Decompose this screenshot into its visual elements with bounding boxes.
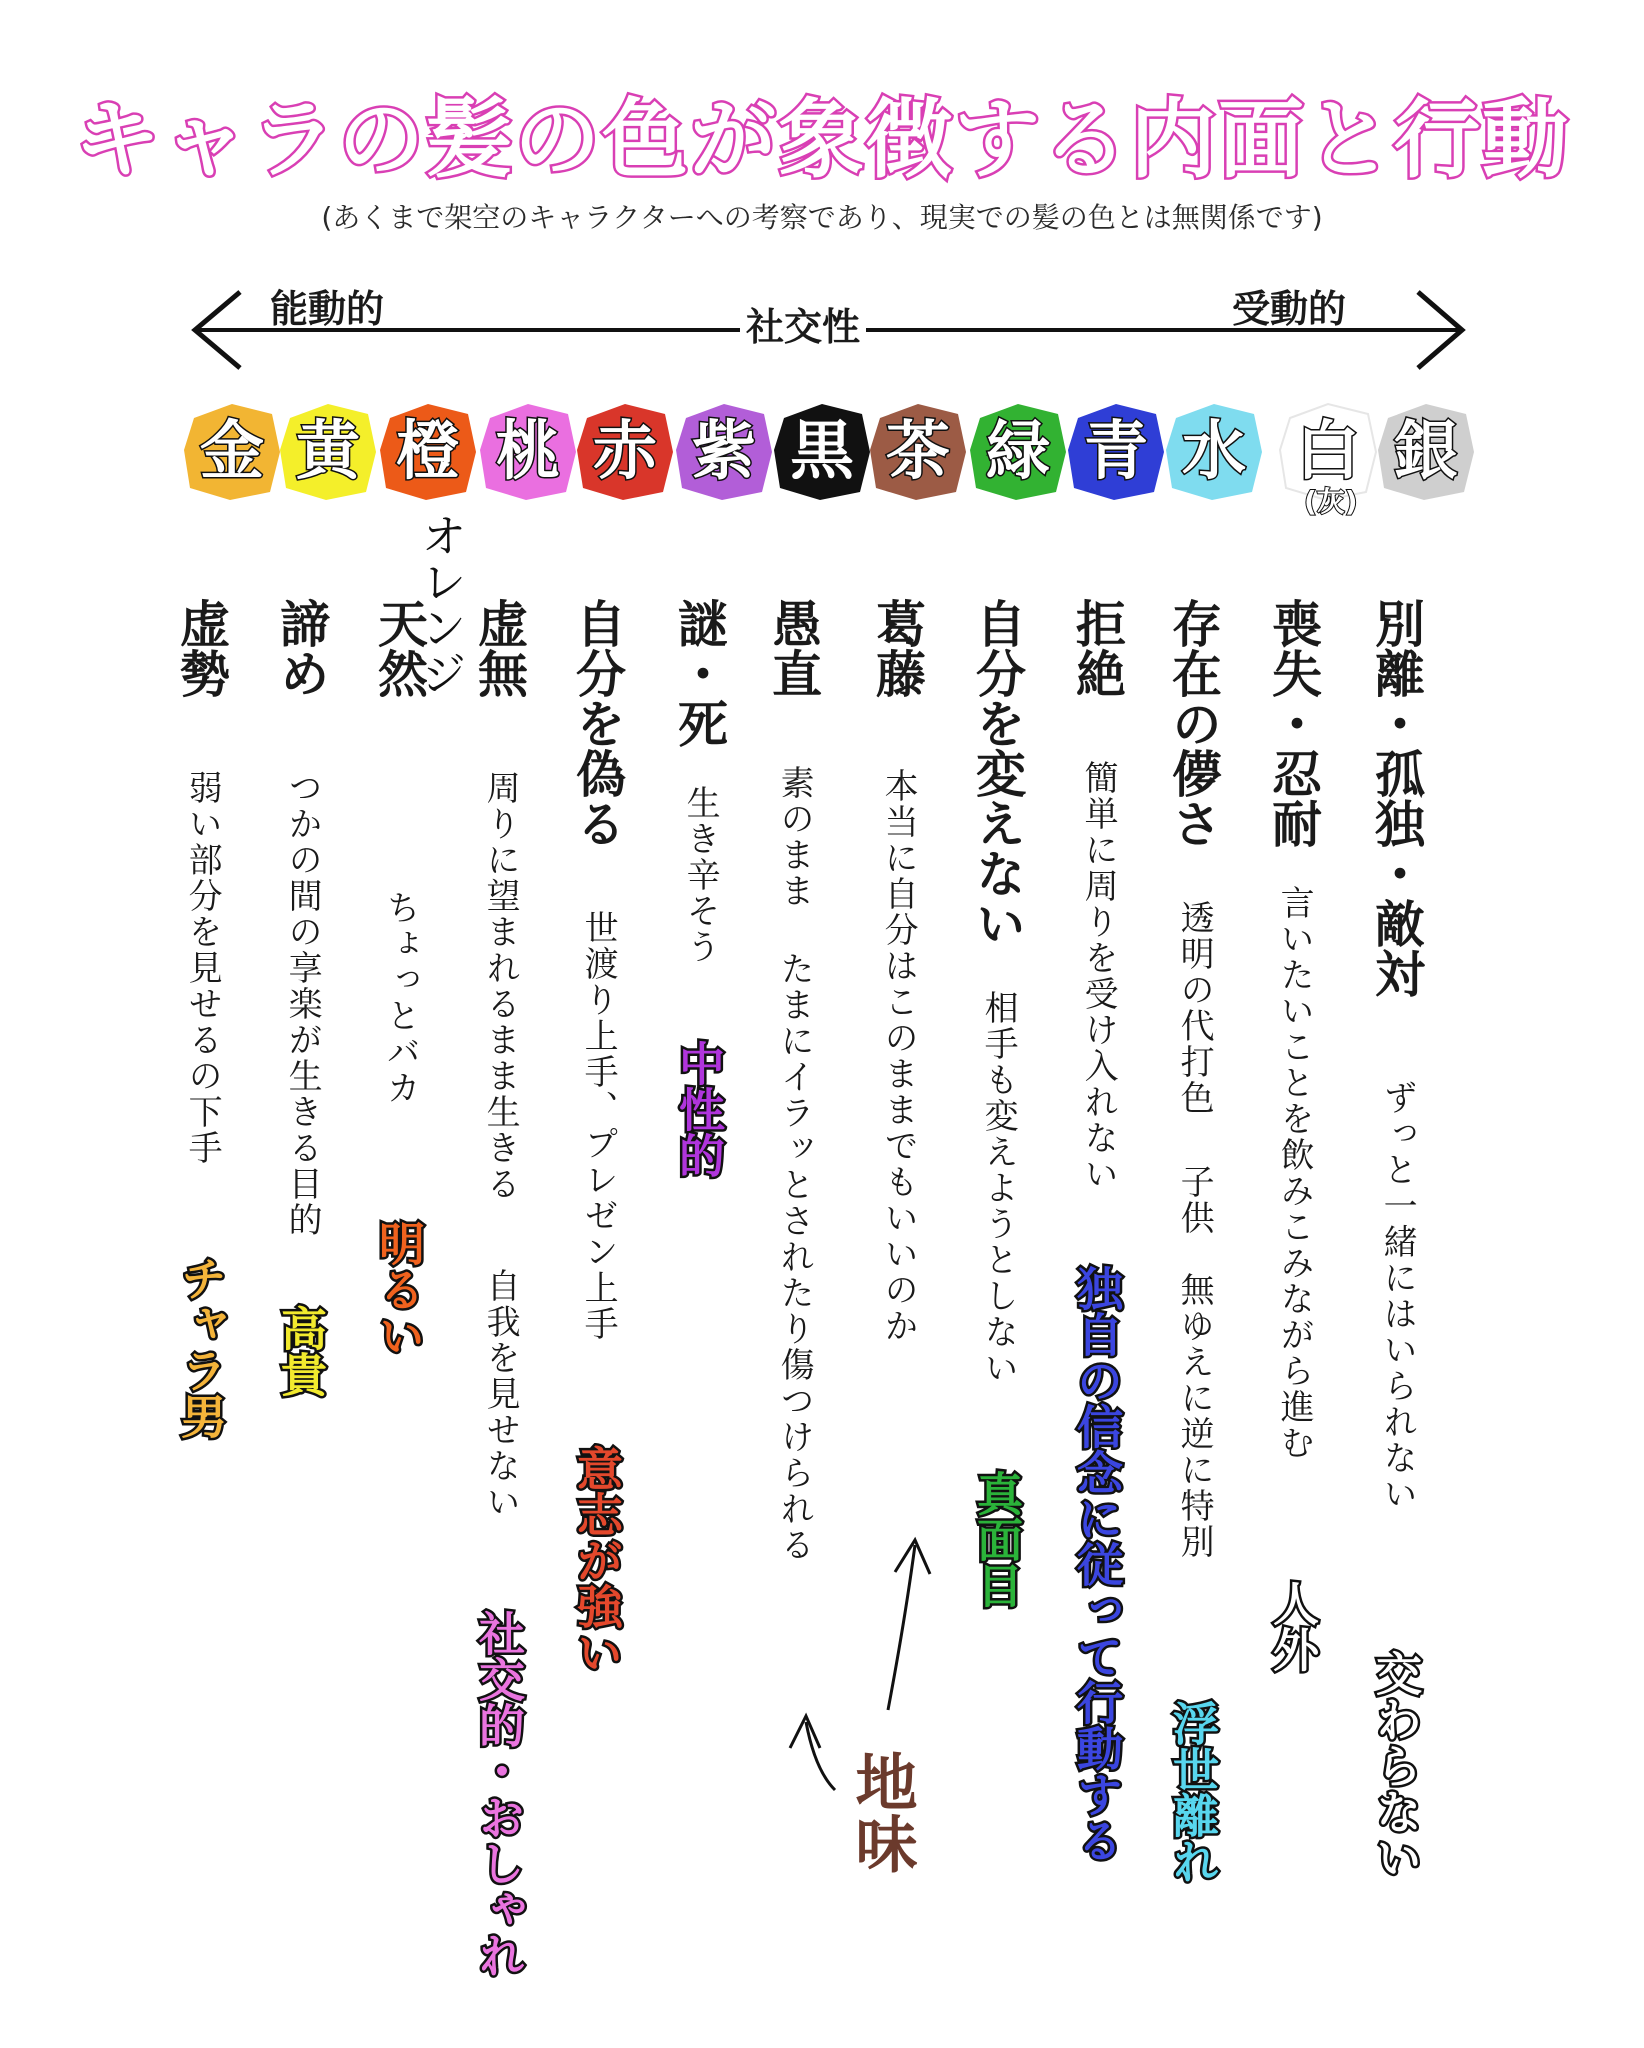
column-body-text: ずっと一緒にはいられない xyxy=(1377,1080,1418,1512)
sociability-axis xyxy=(0,0,1644,420)
axis-label-active: 能動的 xyxy=(270,287,385,331)
column-badge: チャラ男 xyxy=(174,1255,228,1439)
column-heading: 虚勢 xyxy=(172,598,230,698)
chip-label: 紫 xyxy=(692,415,756,489)
column-heading: 存在の儚さ xyxy=(1164,598,1222,848)
column-body-text: 弱い部分を見せるの下手 xyxy=(182,770,223,1166)
column-body-text: 自我を見せない xyxy=(480,1268,521,1520)
arrow-to-kuzufuji xyxy=(888,1545,915,1710)
chip-label: 青 xyxy=(1084,415,1148,489)
column-badge: 交わらない xyxy=(1369,1650,1423,1880)
chip-label: 金 xyxy=(200,415,264,489)
color-chip-6 xyxy=(770,400,874,504)
column-heading: 天然 xyxy=(370,598,428,698)
column-heading: 喪失・忍耐 xyxy=(1264,598,1322,848)
column-heading: 葛藤 xyxy=(868,598,926,698)
color-chip-4 xyxy=(573,400,677,504)
chip-label: 黒 xyxy=(790,415,854,489)
column-body-text: 相手も変えようとしない xyxy=(978,990,1019,1386)
color-chip-0 xyxy=(180,400,284,504)
column-body-text: 子供 xyxy=(1174,1164,1215,1236)
white-chip-sub-label: (灰) xyxy=(1304,485,1358,518)
column-heading: 愚直 xyxy=(764,598,822,698)
column-badge: 真面目 xyxy=(970,1470,1024,1608)
column-badge: 中性的 xyxy=(672,1040,726,1178)
color-chip-9 xyxy=(1064,400,1168,504)
color-chip-1 xyxy=(276,400,380,504)
arrow-to-guchoku xyxy=(806,1722,835,1790)
column-body-text: 素のまま xyxy=(774,765,815,909)
column-badge: 独自の信念に従って行動する xyxy=(1070,1265,1124,1863)
axis-label-passive: 受動的 xyxy=(1232,287,1347,331)
brown-badge-plain: 地味 xyxy=(845,1750,918,1874)
column-badge: 高貴 xyxy=(274,1305,328,1397)
column-heading: 自分を偽る xyxy=(568,598,626,848)
column-badge: 社交的・おしゃれ xyxy=(472,1610,526,1978)
column-heading: 拒絶 xyxy=(1068,598,1126,698)
chip-label: 橙 xyxy=(396,415,460,489)
color-chip-12 xyxy=(1374,400,1478,504)
column-heading: 自分を変えない xyxy=(968,598,1026,948)
color-chip-5 xyxy=(672,400,776,504)
column-body-text: 言いたいことを飲みこみながら進む xyxy=(1274,885,1315,1461)
column-body-text: 無ゆえに逆に特別 xyxy=(1174,1272,1215,1560)
column-badge: 明るい xyxy=(372,1220,426,1358)
orange-reading: オレンジ xyxy=(414,512,468,696)
chip-label: 緑 xyxy=(986,415,1050,489)
column-heading: 虚無 xyxy=(470,598,528,698)
page-title: キャラの髪の色が象徴する内面と行動 xyxy=(74,90,1570,190)
chip-label: 水 xyxy=(1182,415,1246,489)
column-body-text: つかの間の享楽が生きる目的 xyxy=(282,770,323,1238)
column-body-text: 透明の代打色 xyxy=(1174,900,1215,1116)
chip-label: 黄 xyxy=(296,415,360,489)
color-chip-10 xyxy=(1162,400,1266,504)
column-badge: 人外 xyxy=(1266,1580,1320,1672)
chip-label: 茶 xyxy=(886,415,950,489)
column-body-text: 生き辛そう xyxy=(680,785,721,965)
chip-label: 銀 xyxy=(1394,415,1458,489)
column-body-text: 世渡り上手、プレゼン上手 xyxy=(578,910,619,1342)
column-body-text: たまにイラッとされたり傷つけられる xyxy=(774,951,815,1563)
chip-label: 桃 xyxy=(496,415,560,489)
color-chip-2 xyxy=(376,400,480,504)
column-heading: 別離・孤独・敵対 xyxy=(1367,598,1425,998)
column-body-text: 本当に自分はこのままでもいいのか xyxy=(878,768,919,1344)
column-badge: 意志が強い xyxy=(570,1445,624,1675)
column-body-text: ちょっとバカ xyxy=(380,890,421,1106)
column-badge: 浮世離れ xyxy=(1166,1700,1220,1884)
color-chip-7 xyxy=(866,400,970,504)
column-heading: 諦め xyxy=(272,598,330,698)
disclaimer-subtitle: (あくまで架空のキャラクターへの考察であり、現実での髪の色とは無関係です) xyxy=(321,201,1323,234)
column-body-text: 簡単に周りを受け入れない xyxy=(1078,760,1119,1192)
column-heading: 謎・死 xyxy=(670,598,728,748)
axis-label-sociability: 社交性 xyxy=(740,296,866,351)
chip-label: 白 xyxy=(1296,415,1360,489)
chip-label: 赤 xyxy=(593,415,657,489)
color-chip-8 xyxy=(966,400,1070,504)
column-body-text: 周りに望まれるまま生きる xyxy=(480,770,521,1202)
color-chip-3 xyxy=(476,400,580,504)
